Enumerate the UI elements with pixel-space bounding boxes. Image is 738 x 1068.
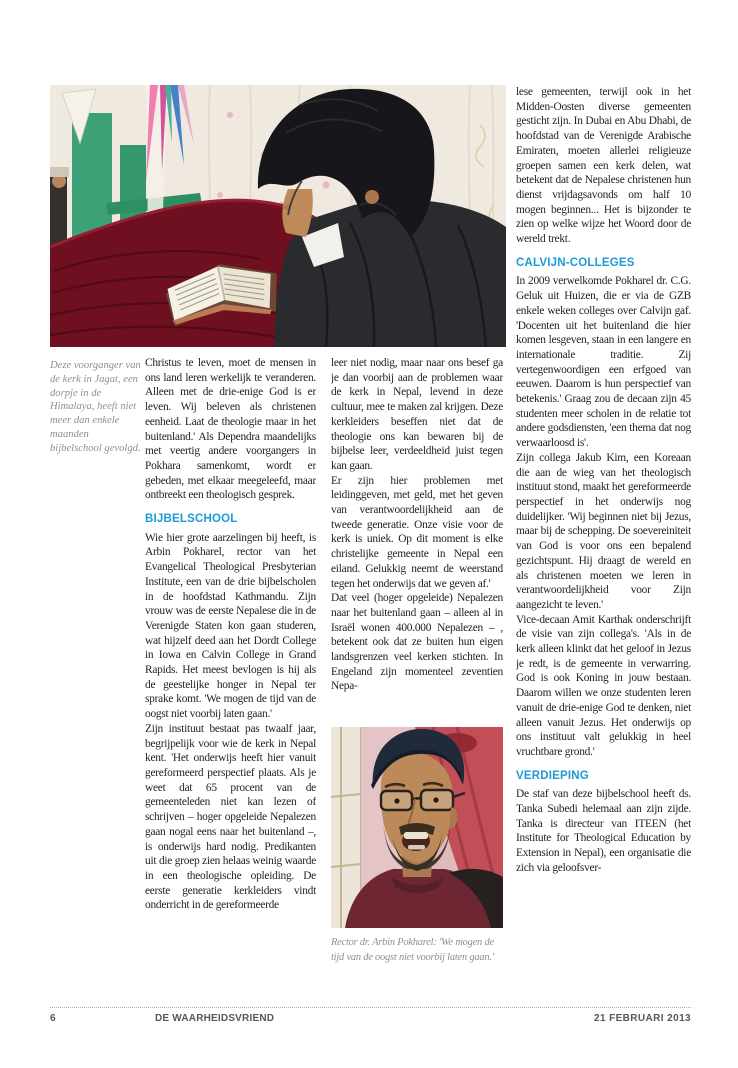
- page-number: 6: [50, 1013, 56, 1024]
- magazine-title: DE WAARHEIDSVRIEND: [155, 1013, 275, 1024]
- article-column-3: [516, 85, 691, 969]
- main-photo-caption: Deze voorganger van de kerk in Jagat, een dorpje in de Himalaya, heeft niet meer dan enkele maanden bijbelschool gevolgd.: [50, 360, 141, 454]
- paragraph: Dat veel (hoger opgeleide) Nepalezen naar het buitenland gaan – alleen al in Israël wonen 400.000 Nepalezen – , betekent ook dat ze buiten hun eigen landsgrenzen veel kerken stichten. In Engeland zijn momenteel zeventien Nepa-: [331, 592, 503, 693]
- paragraph: lese gemeenten, terwijl ook in het Midden-Oosten diverse gemeenten gesticht zijn. In Dubai en Abu Dhabi, de hoofdstad van de Verenigde Arabische Emiraten, moeten allerlei religieuze groepen samen een kerk delen, wat betekent dat de Nepalese christenen hun dienst vrijdagsavonds om half 10 mogen beginnen... Het is bijzonder te zien op welke wijze het Woord door de wereld trekt.: [516, 86, 691, 246]
- footer-divider: [50, 1007, 691, 1008]
- section-heading-bijbelschool: BIJBELSCHOOL: [145, 513, 238, 526]
- paragraph: Christus te leven, moet de mensen in ons land leren werkelijk te veranderen. Alleen met de drie-enige God is er leven. Wij beleven als christenen eenheid. Laat de theologie maar in het buitenland.' Als Dependra maandelijks met veertig andere voorgangers in Pokhara samenkomt, wordt er gebeden, met elkaar meegeleefd, maar ontbreekt een theologisch gesprek.: [145, 357, 316, 502]
- article-column-1: [145, 356, 316, 968]
- rector-photo-caption: Rector dr. Arbin Pokharel: 'We mogen de tijd van de oogst niet voorbij laten gaan.': [331, 937, 494, 963]
- paragraph: Zijn instituut bestaat pas twaalf jaar, begrijpelijk voor wie de kerk in Nepal kent. 'Het onderwijs heeft hier vanuit gereformeerd perspectief plaats. Als je weet dat 65 procent van de gemeenteleden niet kan lezen of schrijven – hoger opgeleide Nepalezen gaan nogal eens naar het buitenland –, is onderwijs hard nodig. Predikanten uit die groep zien helaas weinig waarde in een theologische opleiding. De eerste generatie kerkleiders vindt onderricht in de gereformeerde: [145, 722, 316, 912]
- paragraph: leer niet nodig, maar naar ons besef ga je dan voorbij aan de problemen waar de kerk in Nepal, levend in deze cultuur, mee te maken zal krijgen. Deze kerkleiders beseffen niet dat de theologie ons kan bewaren bij de bijbelse leer, verdeeldheid juist tegen kan gaan.: [331, 357, 503, 472]
- paragraph: Zijn collega Jakub Kim, een Koreaan die aan de wieg van het theologisch instituut stond, maakt het gereformeerde perspectief in het onderwijs nog duidelijker. 'Wij beginnen niet bij Jezus, maar bij de schepping. De soevereiniteit van God is voor ons een bepalend gezichtspunt. Hij draagt de wereld en als christenen moeten we leren in verantwoordelijkheid voor Zijn aangezicht te leven.': [516, 451, 691, 611]
- section-heading-calvijn-colleges: CALVIJN-COLLEGES: [516, 256, 635, 269]
- paragraph: De staf van deze bijbelschool heeft ds. Tanka Subedi helemaal aan zijn zijde. Tanka is directeur van ITEEN (het Institute for Theological Education by Extension in Nepal), een organisatie die zich via geloofsver-: [516, 788, 691, 874]
- paragraph: Wie hier grote aarzelingen bij heeft, is Arbin Pokharel, rector van het Evangelical Theological Presbyterian Institute, een van de drie bijbelscholen in de hoofdstad Kathmandu. Zijn vrouw was de eerste Nepalese die in de Verenigde Staten kon gaan studeren, wat hijzelf deed aan het Dordt College in Iowa en Calvin College in Grand Rapids. Het meest bevlogen is hij als de geestelijke honger in Nepal ter sprake komt. 'We mogen de tijd van de oogst niet voorbij laten gaan.': [145, 531, 316, 721]
- rector-portrait-photo: [331, 727, 503, 928]
- rector-portrait-illustration: [331, 727, 503, 928]
- pulpit-bible-photo: [50, 85, 506, 347]
- paragraph: Vice-decaan Amit Karthak onderschrijft de visie van zijn collega's. 'Als in de kerk alleen klinkt dat het geloof in Jezus je redt, is de gemeente in verwarring. God is ook Koning in jouw bestaan. Daarom willen we onze studenten leren vanuit de drie-enige God te denken, niet alleen vanuit Jezus. Het onderwijs op ons instituut valt gelukkig in heel vruchtbare grond.': [516, 613, 691, 758]
- article-column-2: [331, 356, 503, 722]
- page-footer: [0, 1013, 738, 1029]
- issue-date: 21 FEBRUARI 2013: [594, 1013, 691, 1024]
- pulpit-bible-illustration: [50, 85, 506, 347]
- paragraph: Er zijn hier problemen met leidinggeven, met geld, met het geven van verantwoordelijkheid aan de tweede generatie. Onze visie voor de kerk is uniek. Op dit moment is elke christelijke gemeente in Nepal een eiland. Gelukkig neemt de weerstand tegen het onderwijs dat we geven af.': [331, 474, 503, 590]
- section-heading-verdieping: VERDIEPING: [516, 769, 589, 782]
- paragraph: In 2009 verwelkomde Pokharel dr. C.G. Geluk uit Huizen, die er via de GZB enkele weken colleges over Calvijn gaf. 'Docenten uit het buitenland die hier komen lesgeven, staan in een langere en internationale traditie. Zij vertegenwoordigen een erfgoed van eeuwen. Daarom is hun perspectief van betekenis.' Graag zou de decaan zijn 45 studenten meer scholen in de relatie tot andere godsdiensten, 'een thema dat nog verwaarloosd is'.: [516, 275, 691, 450]
